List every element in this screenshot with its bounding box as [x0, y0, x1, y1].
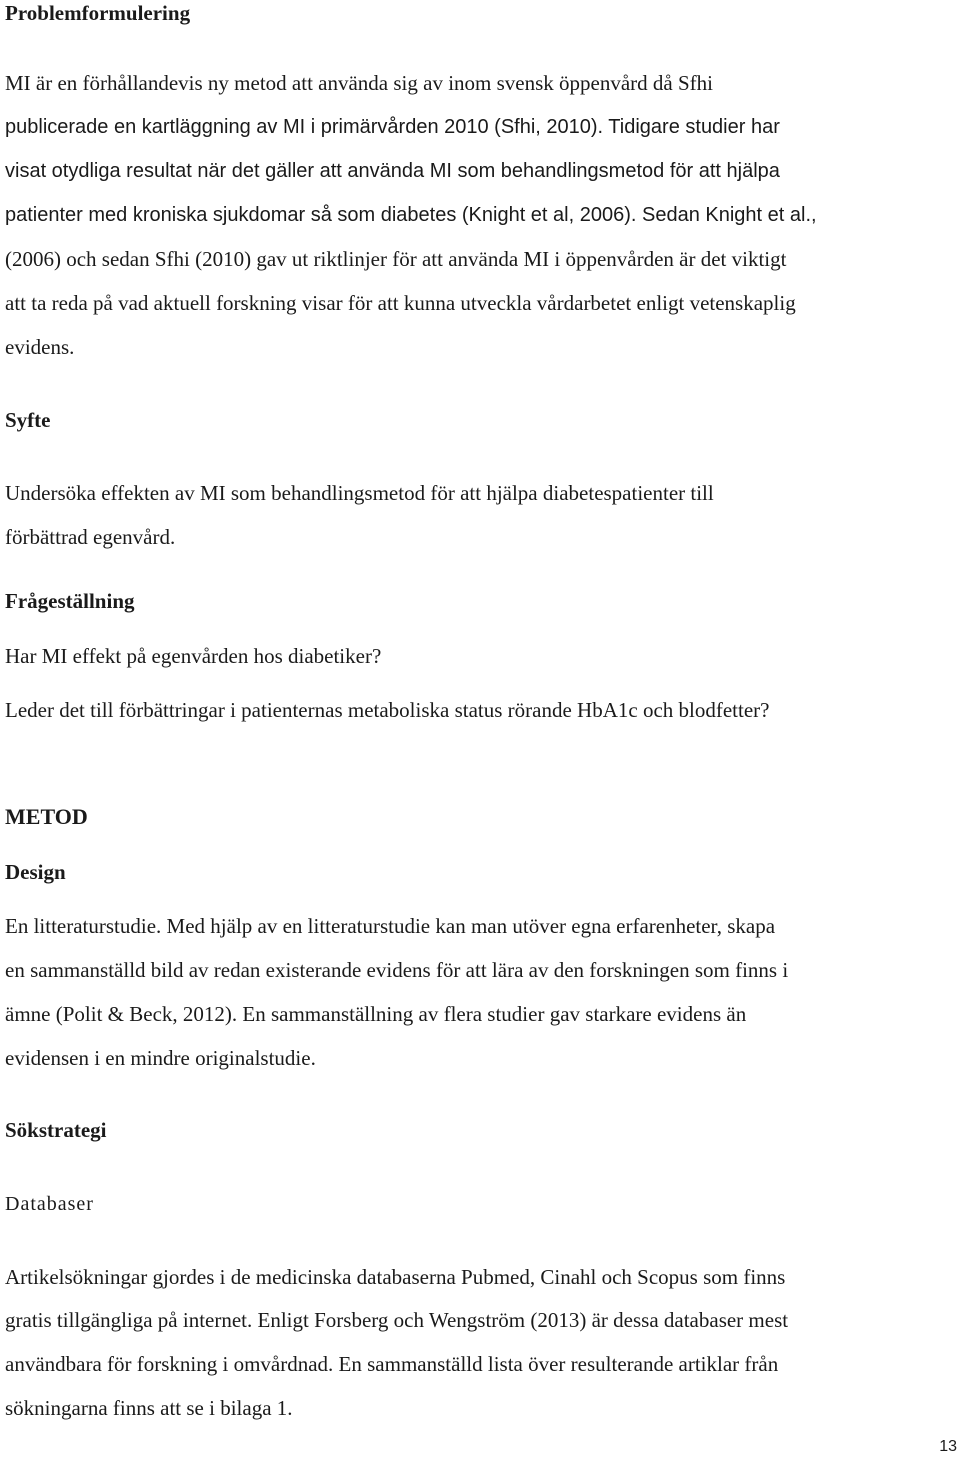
- paragraph-line: gratis tillgängliga på internet. Enligt Forsberg och Wengström (2013) är dessa databaser mest: [5, 1308, 789, 1332]
- paragraph-line: publicerade en kartläggning av MI i primärvården 2010 (Sfhi, 2010). Tidigare studier har: [5, 116, 780, 138]
- heading-sokstrategi: Sökstrategi: [5, 1118, 107, 1142]
- paragraph-line: Undersöka effekten av MI som behandlingsmetod för att hjälpa diabetespatienter till: [5, 481, 714, 505]
- subheading-databaser: Databaser: [5, 1193, 94, 1215]
- paragraph-line: En litteraturstudie. Med hjälp av en litteraturstudie kan man utöver egna erfarenheter, skapa: [5, 914, 776, 938]
- heading-fragestallning: Frågeställning: [5, 589, 135, 613]
- paragraph-line: en sammanställd bild av redan existerande evidens för att lära av den forskningen som finns i: [5, 958, 789, 982]
- paragraph-line: visat otydliga resultat när det gäller att använda MI som behandlingsmetod för att hjälpa: [5, 160, 780, 182]
- paragraph-line: MI är en förhållandevis ny metod att använda sig av inom svensk öppenvård då Sfhi: [5, 71, 713, 95]
- paragraph-line: förbättrad egenvård.: [5, 525, 176, 549]
- paragraph-line: evidensen i en mindre originalstudie.: [5, 1046, 316, 1070]
- heading-design: Design: [5, 860, 66, 884]
- paragraph-line: (2006) och sedan Sfhi (2010) gav ut riktlinjer för att använda MI i öppenvården är det viktigt: [5, 247, 787, 271]
- paragraph-line: att ta reda på vad aktuell forskning visar för att kunna utveckla vårdarbetet enligt vetenskaplig: [5, 291, 796, 315]
- paragraph-line: sökningarna finns att se i bilaga 1.: [5, 1396, 293, 1420]
- question-line: Leder det till förbättringar i patienternas metaboliska status rörande HbA1c och blodfetter?: [5, 698, 770, 722]
- heading-syfte: Syfte: [5, 408, 51, 432]
- paragraph-line: patienter med kroniska sjukdomar så som diabetes (Knight et al, 2006). Sedan Knight et al.,: [5, 204, 817, 226]
- heading-problemformulering: Problemformulering: [5, 1, 191, 25]
- paragraph-line: användbara för forskning i omvårdnad. En sammanställd lista över resulterande artiklar från: [5, 1352, 779, 1376]
- paragraph-line: evidens.: [5, 335, 75, 359]
- paragraph-line: Artikelsökningar gjordes i de medicinska databaserna Pubmed, Cinahl och Scopus som finns: [5, 1265, 786, 1289]
- heading-metod: METOD: [5, 804, 88, 829]
- paragraph-line: ämne (Polit & Beck, 2012). En sammanställning av flera studier gav starkare evidens än: [5, 1002, 747, 1026]
- page-number: 13: [939, 1438, 957, 1455]
- question-line: Har MI effekt på egenvården hos diabetiker?: [5, 644, 382, 668]
